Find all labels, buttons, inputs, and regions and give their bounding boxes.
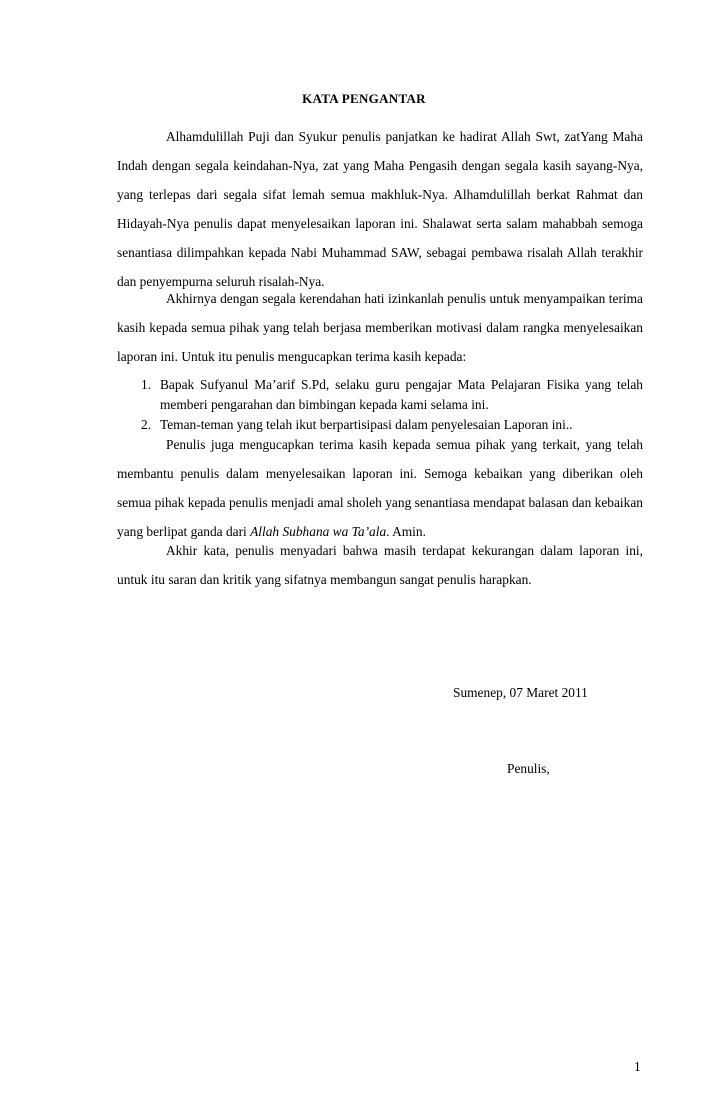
list-item xyxy=(117,375,643,415)
list-item-text: Teman-teman yang telah ikut berpartisipasi dalam penyelesaian Laporan ini.. xyxy=(160,417,573,432)
paragraph-gratitude xyxy=(117,430,643,546)
list-item-text: Bapak Sufyanul Ma’arif S.Pd, selaku guru pengajar Mata Pelajaran Fisika yang telah memberi pengarahan dan bimbingan kepada kami selama ini. xyxy=(160,377,643,412)
list-item-number: 1. xyxy=(141,377,152,392)
signature-label: Penulis, xyxy=(507,761,550,776)
list-item-number: 2. xyxy=(141,417,152,432)
page-number: 1 xyxy=(634,1059,641,1074)
paragraph-thanks-intro: Akhirnya dengan segala kerendahan hati izinkanlah penulis untuk menyampaikan terima kasih kepada semua pihak yang telah berjasa memberikan motivasi dalam rangka menyelesaikan laporan ini. Untuk itu penulis mengucapkan terima kasih kepada: xyxy=(117,291,643,364)
paragraph-closing: Akhir kata, penulis menyadari bahwa masih terdapat kekurangan dalam laporan ini, untuk itu saran dan kritik yang sifatnya membangun sangat penulis harapkan. xyxy=(117,543,643,587)
paragraph-opening: Alhamdulillah Puji dan Syukur penulis panjatkan ke hadirat Allah Swt, zatYang Maha Indah dengan segala keindahan-Nya, zat yang Maha Pengasih dengan segala kasih sayang-Nya, yang terlepas dari segala sifat lemah semua makhluk-Nya. Alhamdulillah berkat Rahmat dan Hidayah-Nya penulis dapat menyelesaikan laporan ini. Shalawat serta salam mahabbah semoga senantiasa dilimpahkan kepada Nabi Muhammad SAW, sebagai pembawa risalah Allah terakhir dan penyempurna seluruh risalah-Nya. xyxy=(117,129,643,289)
thanks-list xyxy=(117,375,643,436)
paragraph-gratitude-text: Penulis juga mengucapkan terima kasih kepada semua pihak yang terkait, yang telah membantu penulis dalam menyelesaikan laporan ini. Semoga kebaikan yang diberikan oleh semua pihak kepada penulis menjadi amal sholeh yang senantiasa mendapat balasan dan kebaikan yang berlipat ganda dari xyxy=(117,437,643,539)
page-title: KATA PENGANTAR xyxy=(302,91,426,106)
paragraph-gratitude-italic: Allah Subhana wa Ta’ala xyxy=(250,524,387,539)
paragraph-gratitude-end: . Amin. xyxy=(386,524,426,539)
place-date: Sumenep, 07 Maret 2011 xyxy=(453,685,588,700)
